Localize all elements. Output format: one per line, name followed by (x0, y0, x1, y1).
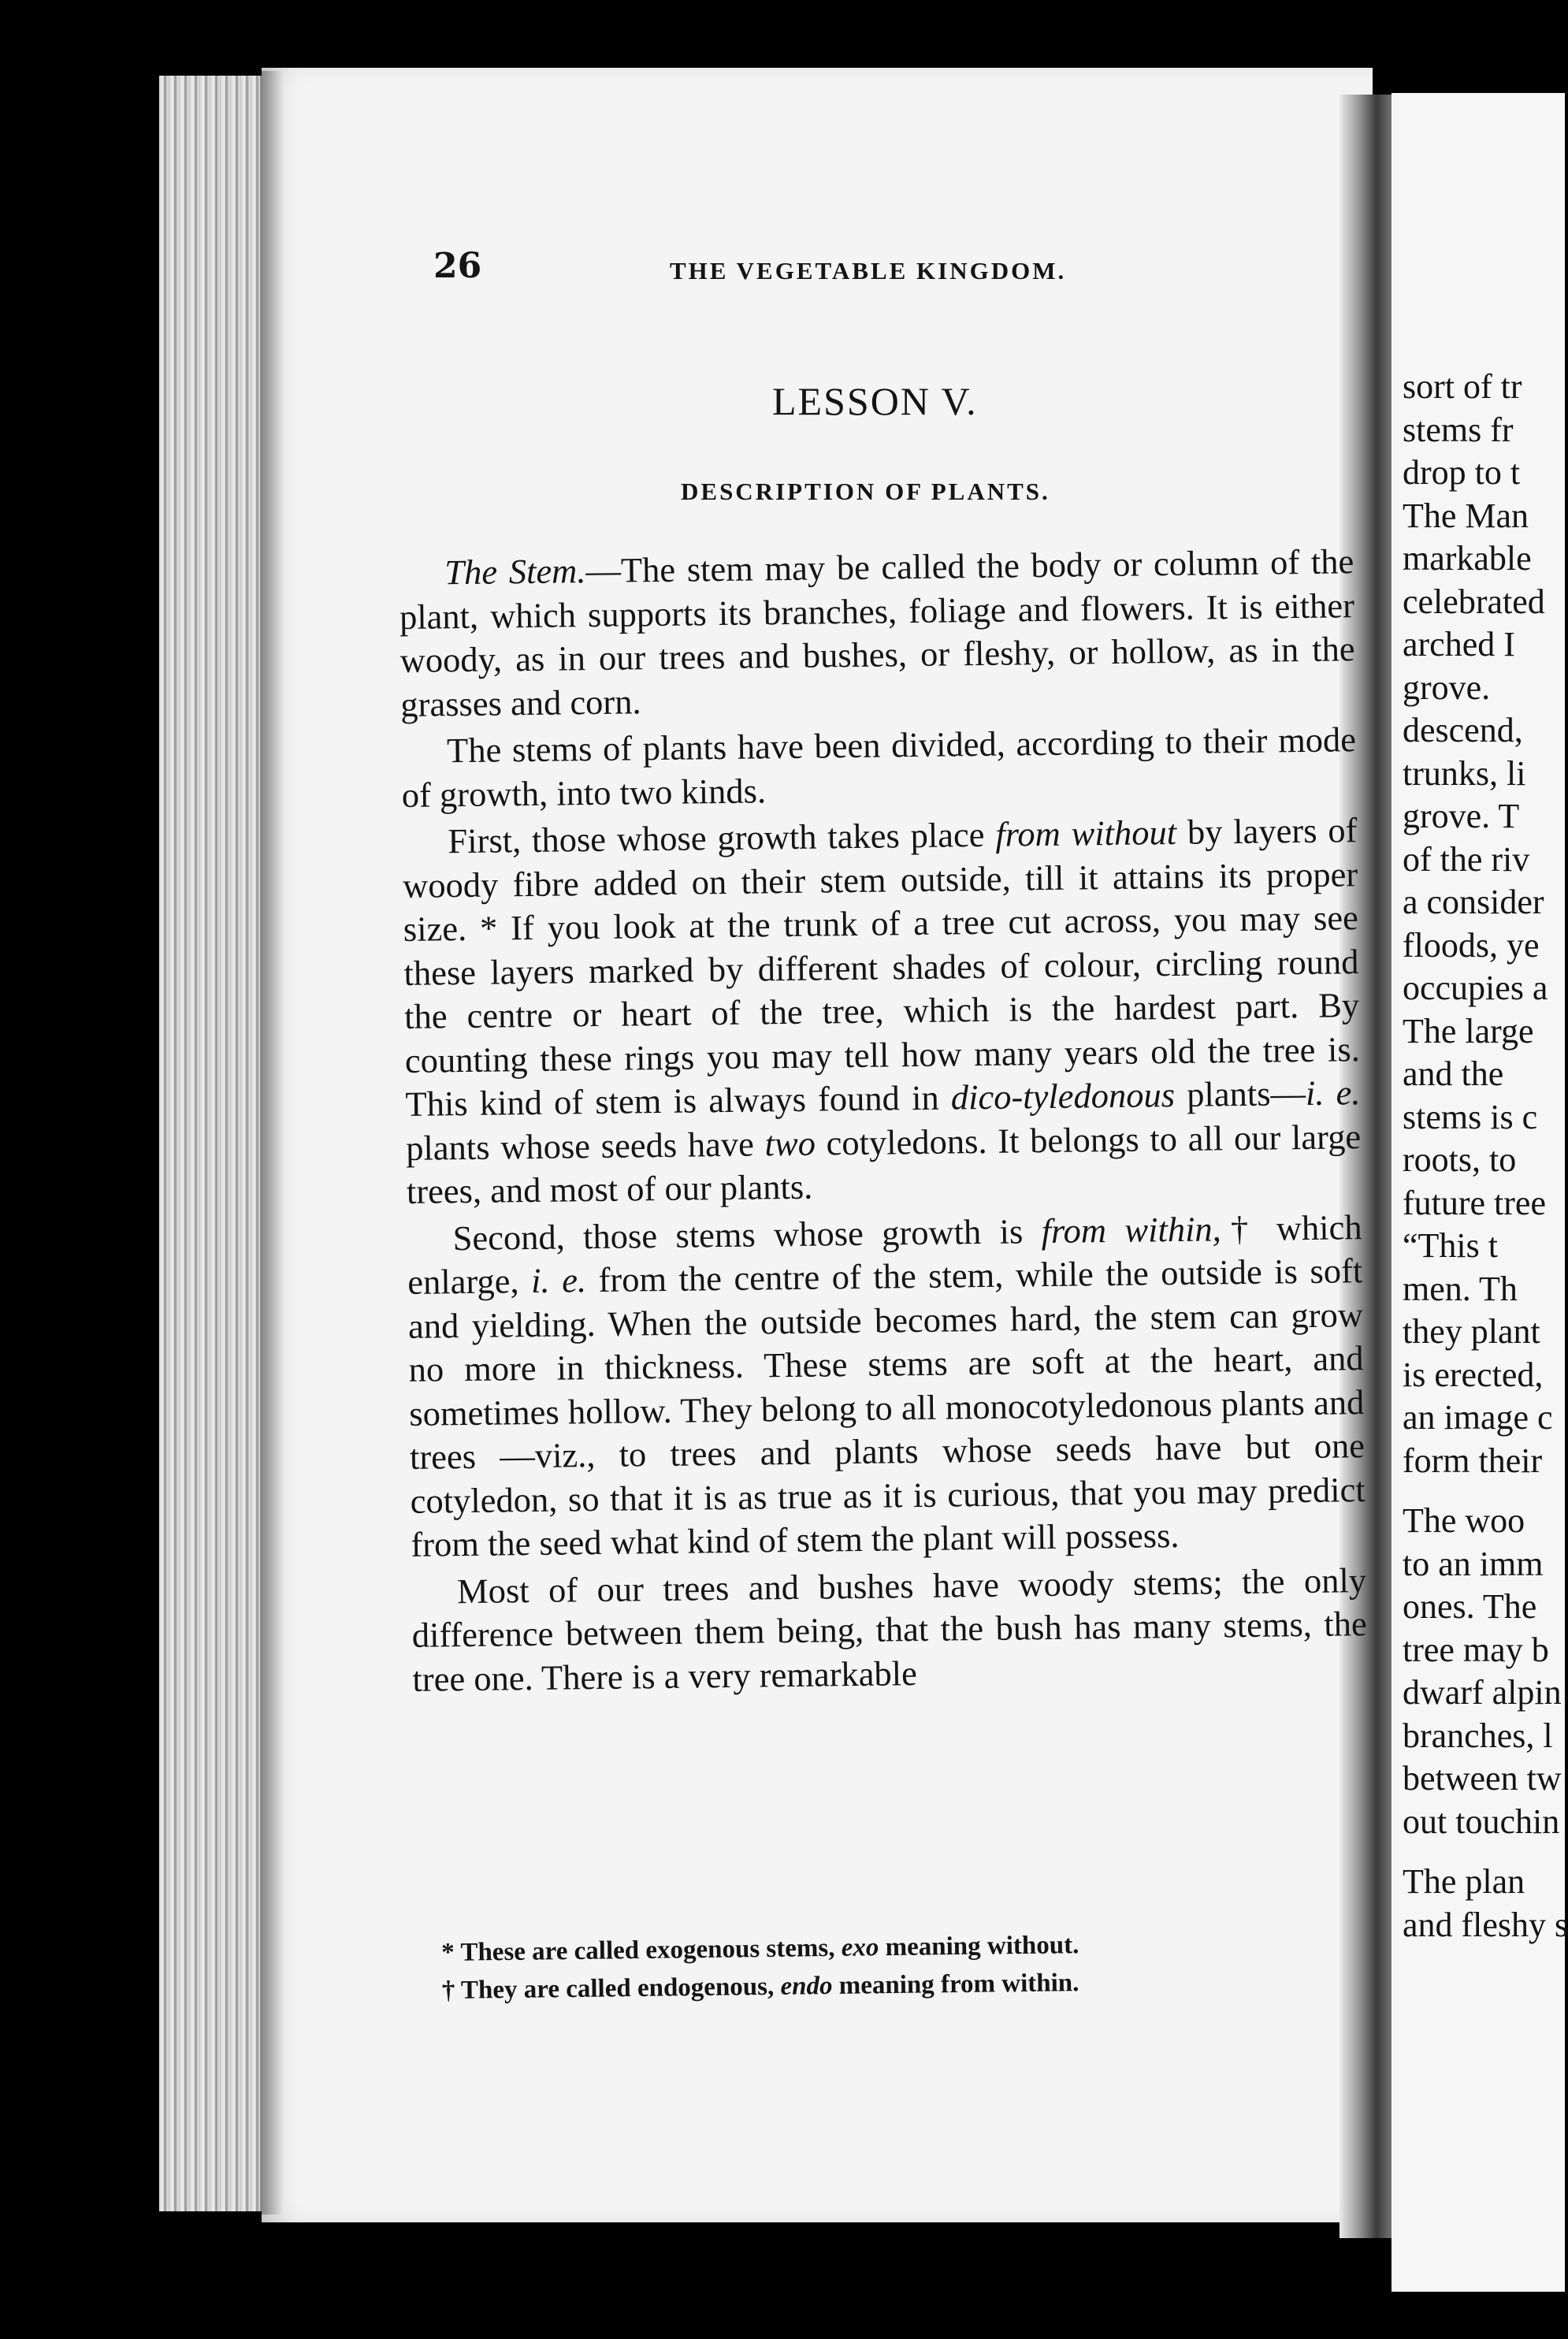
right-line: form their (1403, 1441, 1543, 1480)
paragraph-stem (399, 540, 1356, 727)
emphasis: dico-tyledonous (950, 1075, 1176, 1117)
right-page (1392, 93, 1568, 2292)
footnote-emphasis: exo (841, 1933, 879, 1962)
right-line: sort of tr (1403, 367, 1522, 406)
right-line: grove. T (1403, 797, 1520, 835)
footnote-mark: † (441, 1976, 455, 2005)
right-line: out touchin (1403, 1802, 1560, 1841)
lesson-title: LESSON V. (772, 379, 978, 423)
text-run: cotyledons. It belongs to all our large trees, and most of our plants. (406, 1116, 1362, 1211)
footnote-mark: * (441, 1938, 455, 1967)
right-page-text (1403, 366, 1568, 1947)
right-line: is erected, (1403, 1355, 1544, 1394)
right-line: drop to t (1403, 453, 1521, 492)
right-line: The large (1403, 1011, 1534, 1051)
paragraph-endogenous (407, 1206, 1365, 1567)
paragraph-kinds: The stems of plants have been divided, according to their mode of growth, into two kinds. (401, 720, 1357, 815)
text-run: Second, those stems whose growth is (452, 1210, 1042, 1258)
right-line: a consider (1403, 883, 1544, 921)
emphasis: from without (994, 812, 1177, 854)
right-line: between tw (1403, 1759, 1562, 1798)
right-line: future tree (1403, 1183, 1546, 1222)
lead-dash: — (585, 550, 622, 591)
text-run: by layers of woody fibre added on their stem outside, till it attains its proper size. * If you look at the trunk of a tree cut across, you may see these layers marked by different shades of colour, circling round the centre or heart of the tree, which is the hardest part. By counting these rings you may tell how many years old the tree is. This kind of stem is always found in (402, 810, 1361, 1124)
right-line: branches, l (1403, 1716, 1553, 1755)
emphasis: two (764, 1123, 816, 1163)
paragraph-lead: The Stem. (444, 551, 586, 593)
right-line: and the (1403, 1054, 1504, 1093)
right-line: and fleshy s (1403, 1905, 1568, 1944)
text-run: from the centre of the stem, while the outside is soft and yielding. When the outside becomes hard, the stem can grow no more in thickness. These stems are soft at the heart, and sometimes hollow. They belong to all monocotyledonous plants and trees —viz., to trees and plants whose seeds have but one cotyledon, so that it is as true as it is curious, that you may predict from the seed what kind of stem the plant will possess. (407, 1251, 1365, 1564)
right-gap (1403, 1843, 1568, 1861)
right-line: of the riv (1403, 839, 1530, 879)
right-line: men. Th (1403, 1269, 1518, 1308)
footnote-text: These are called exogenous stems, (454, 1933, 842, 1967)
right-line: grove. (1403, 667, 1491, 707)
right-line: trunks, li (1403, 753, 1526, 793)
right-line: ones. The (1403, 1587, 1537, 1626)
text-run: plants whose seeds have (405, 1123, 765, 1168)
section-title: DESCRIPTION OF PLANTS. (681, 478, 1050, 505)
footnote-text: meaning from within. (832, 1969, 1079, 2000)
body-text (399, 540, 1368, 1705)
right-line: tree may b (1403, 1630, 1549, 1669)
right-line: to an imm (1403, 1544, 1544, 1583)
right-line: they plant (1403, 1312, 1540, 1351)
text-run: First, those whose growth takes place (448, 814, 996, 861)
emphasis: from within, (1041, 1208, 1222, 1251)
paragraph-exogenous (402, 809, 1362, 1214)
right-line: markable (1403, 539, 1532, 578)
right-line: floods, ye (1403, 925, 1540, 965)
right-line: arched I (1403, 625, 1515, 664)
right-line: dwarf alpin (1403, 1673, 1562, 1712)
right-line: roots, to (1403, 1140, 1517, 1179)
right-line: celebrated (1403, 582, 1545, 621)
right-line: stems is c (1403, 1097, 1538, 1136)
right-line: descend, (1403, 711, 1523, 749)
emphasis: i. e. (530, 1260, 587, 1301)
running-title: THE VEGETABLE KINGDOM. (670, 257, 1067, 284)
paragraph-text: The stem may be called the body or column of the plant, which supports its branches, foliage and flowers. It is either woody, as in our trees and bushes, or fleshy, or hollow, as in the grasses and corn. (399, 541, 1355, 724)
paragraph-woody: Most of our trees and bushes have woody stems; the only difference between them being, that the bush has many stems, the tree one. There is a very remarkable (411, 1560, 1368, 1699)
text-run: † which enlarge, (407, 1207, 1362, 1302)
right-gap (1403, 1482, 1568, 1500)
right-line: The Man (1403, 496, 1529, 535)
right-line: occupies a (1403, 969, 1548, 1007)
footnote-emphasis: endo (780, 1971, 833, 2001)
right-line: The woo (1403, 1501, 1525, 1540)
text-run: plants— (1174, 1073, 1306, 1115)
page-number: 26 (433, 246, 482, 286)
right-line: an image c (1403, 1398, 1553, 1437)
page-header (433, 246, 1363, 293)
right-line: “This t (1403, 1226, 1498, 1265)
right-line: The plan (1403, 1862, 1525, 1901)
page-shadow (260, 71, 284, 2214)
emphasis: i. e. (1305, 1073, 1361, 1113)
footnotes (441, 1923, 1356, 2010)
footnote-text: meaning without. (879, 1931, 1079, 1962)
right-line: stems fr (1403, 410, 1514, 449)
footnote-text: They are called endogenous, (455, 1972, 781, 2005)
